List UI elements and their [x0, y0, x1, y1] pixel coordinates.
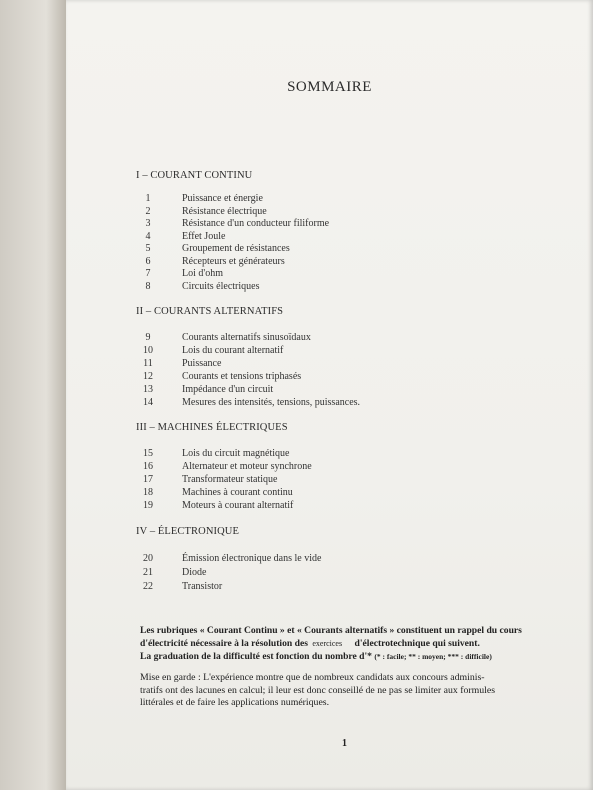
notes-text: d'électrotechnique qui suivent.	[354, 638, 480, 649]
item-number: 13	[143, 384, 153, 395]
difficulty-legend: (* : facile; ** : moyen; *** : difficile)	[374, 652, 492, 661]
item-number: 11	[143, 358, 153, 369]
section-heading-courants-alternatifs: II – COURANTS ALTERNATIFS	[136, 306, 284, 317]
notes-small-text: exercices	[312, 639, 343, 648]
item-number: 18	[143, 487, 153, 498]
item-label: Émission électronique dans le vide	[182, 553, 322, 564]
item-label: Puissance	[182, 358, 222, 369]
item-label: Machines à courant continu	[182, 487, 293, 498]
item-number: 7	[145, 268, 151, 279]
item-label: Transistor	[182, 581, 223, 592]
item-number: 8	[145, 281, 151, 292]
notes-line	[140, 650, 560, 663]
item-label: Résistance d'un conducteur filiforme	[182, 218, 330, 229]
item-number: 14	[143, 397, 153, 408]
item-number: 20	[143, 553, 153, 564]
item-label: Lois du circuit magnétique	[182, 448, 290, 459]
item-label: Impédance d'un circuit	[182, 384, 274, 395]
section-heading-courant-continu: I – COURANT CONTINU	[136, 170, 253, 181]
document-page	[66, 0, 593, 790]
item-label: Mesures des intensités, tensions, puissances.	[182, 397, 361, 408]
section-heading-machines-electriques: III – MACHINES ÉLECTRIQUES	[136, 422, 288, 433]
item-number: 10	[143, 345, 153, 356]
item-number: 2	[145, 206, 151, 217]
warning-line: tratifs ont des lacunes en calcul; il leur est donc conseillé de ne pas se limiter aux formules	[140, 684, 496, 696]
item-number: 5	[145, 243, 151, 254]
item-number: 3	[145, 218, 151, 229]
item-label: Transformateur statique	[182, 474, 278, 485]
section-heading-electronique: IV – ÉLECTRONIQUE	[136, 526, 239, 537]
item-number: 1	[145, 193, 151, 204]
page-number: 1	[342, 738, 347, 749]
item-number: 19	[143, 500, 153, 511]
notes-line	[140, 637, 560, 650]
item-number: 12	[143, 371, 153, 382]
notes-line: Les rubriques « Courant Continu » et « Courants alternatifs » constituent un rappel du cours	[140, 625, 522, 636]
item-label: Groupement de résistances	[182, 243, 290, 254]
page-title: SOMMAIRE	[287, 79, 372, 95]
item-number: 22	[143, 581, 153, 592]
item-number: 16	[143, 461, 153, 472]
warning-line: Mise en garde : L'expérience montre que de nombreux candidats aux concours adminis-	[140, 672, 485, 683]
item-label: Puissance et énergie	[182, 193, 263, 204]
item-label: Loi d'ohm	[182, 268, 223, 279]
item-number: 9	[145, 332, 151, 343]
notes-paragraph	[140, 624, 560, 663]
item-label: Lois du courant alternatif	[182, 345, 284, 356]
item-label: Effet Joule	[182, 231, 226, 242]
item-number: 4	[145, 231, 151, 242]
item-number: 15	[143, 448, 153, 459]
item-label: Résistance électrique	[182, 206, 267, 217]
item-label: Circuits électriques	[182, 281, 260, 292]
notes-text: La graduation de la difficulté est fonction du nombre d'*	[140, 651, 372, 662]
item-label: Moteurs à courant alternatif	[182, 500, 294, 511]
item-number: 6	[145, 256, 151, 267]
item-label: Courants et tensions triphasés	[182, 371, 302, 382]
item-number: 21	[143, 567, 153, 578]
item-number: 17	[143, 474, 153, 485]
notes-text: d'électricité nécessaire à la résolution des	[140, 638, 308, 649]
item-label: Récepteurs et générateurs	[182, 256, 285, 267]
item-label: Diode	[182, 567, 207, 578]
item-label: Alternateur et moteur synchrone	[182, 461, 312, 472]
book-binding-shadow	[0, 0, 66, 790]
warning-line: littérales et de faire les applications numériques.	[140, 697, 330, 708]
warning-paragraph	[140, 672, 560, 710]
item-label: Courants alternatifs sinusoïdaux	[182, 332, 311, 343]
